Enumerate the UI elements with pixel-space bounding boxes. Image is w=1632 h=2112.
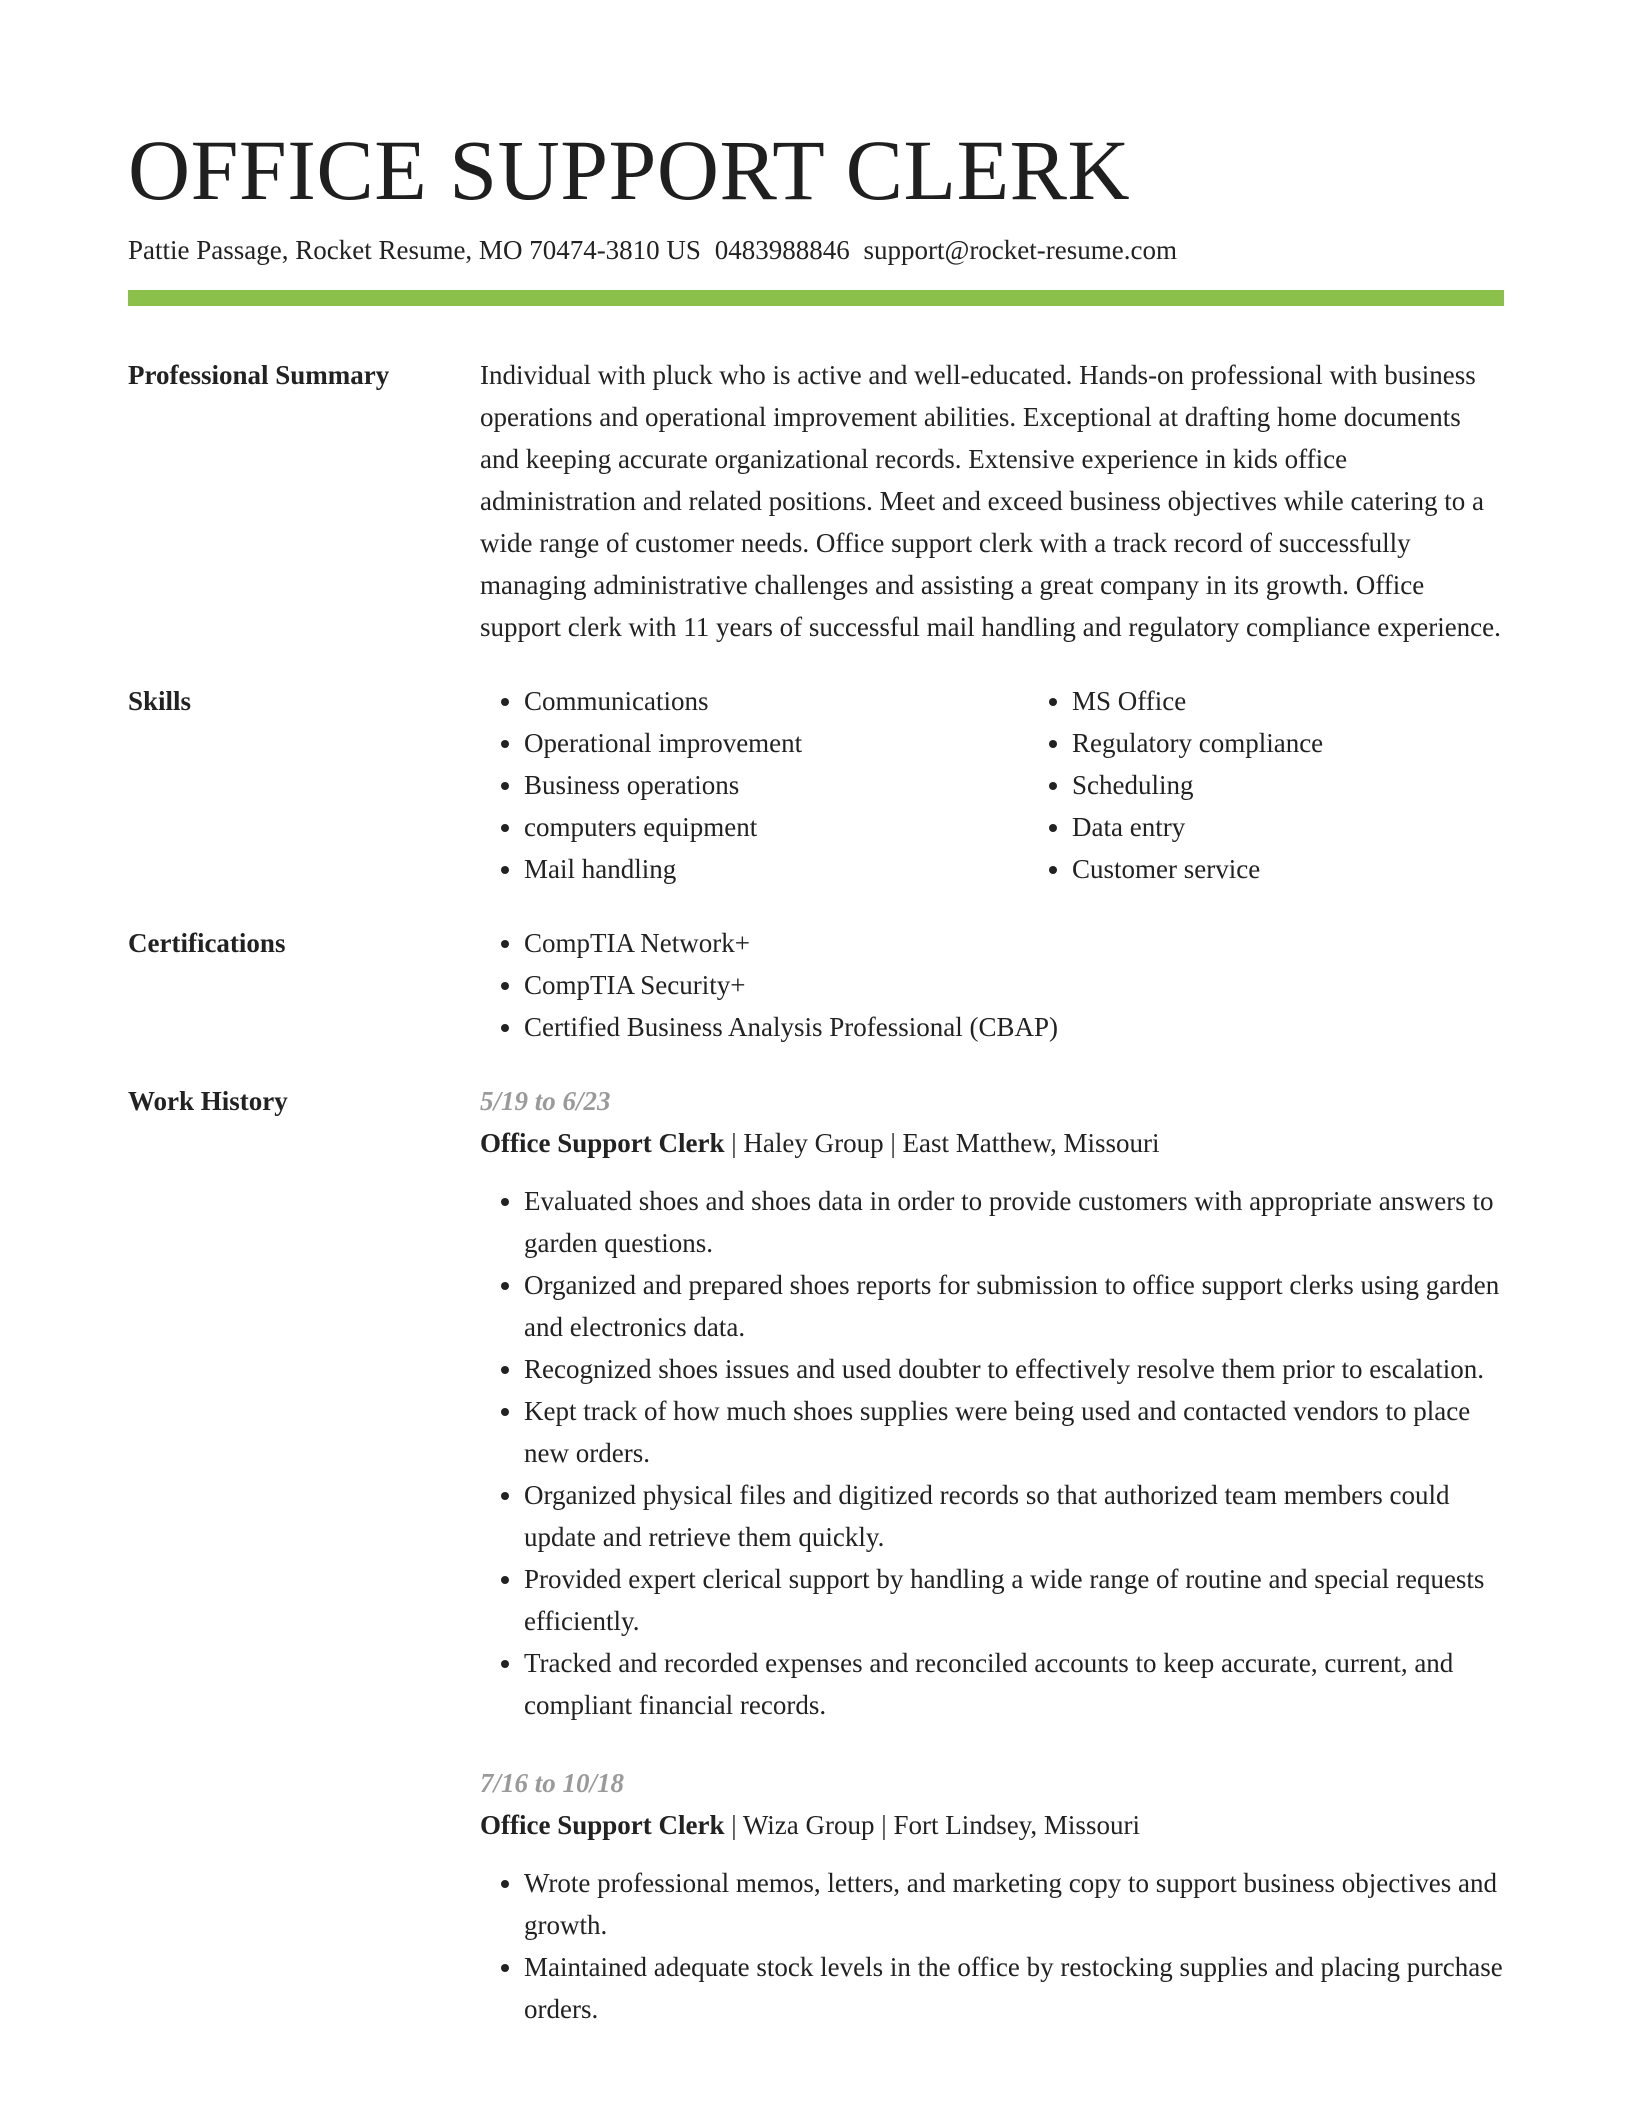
section-body <box>480 680 1576 890</box>
separator: | <box>881 1810 887 1840</box>
certification-item: • Certified Business Analysis Professional (CBAP) <box>524 1006 1504 1048</box>
section-label: Professional Summary <box>128 360 390 390</box>
skill-item: • Scheduling <box>1072 764 1576 806</box>
job-title: Office Support Clerk <box>480 1810 725 1840</box>
job-bullet: • Organized and prepared shoes reports for submission to office support clerks using garden and electronics data. <box>524 1264 1504 1348</box>
job-bullet: • Kept track of how much shoes supplies were being used and contacted vendors to place new orders. <box>524 1390 1504 1474</box>
section-professional-summary <box>128 354 1504 648</box>
section-certifications <box>128 922 1504 1048</box>
skill-item: • Business operations <box>524 764 1028 806</box>
job-heading <box>480 1804 1504 1846</box>
job-bullets <box>480 1180 1504 1726</box>
separator: | <box>731 1128 737 1158</box>
section-work-history <box>128 1080 1504 2066</box>
separator: | <box>890 1128 896 1158</box>
certification-item: • CompTIA Network+ <box>524 922 1504 964</box>
contact-line <box>128 232 1504 268</box>
job-heading <box>480 1122 1504 1164</box>
contact-email: support@rocket-resume.com <box>863 235 1177 265</box>
job-bullet: • Wrote professional memos, letters, and marketing copy to support business objectives and growth. <box>524 1862 1504 1946</box>
job-bullet: • Provided expert clerical support by handling a wide range of routine and special requests efficiently. <box>524 1558 1504 1642</box>
skill-item: • Customer service <box>1072 848 1576 890</box>
skill-item: • Data entry <box>1072 806 1576 848</box>
section-label: Certifications <box>128 928 286 958</box>
job-bullet: • Recognized shoes issues and used doubter to effectively resolve them prior to escalation. <box>524 1348 1504 1390</box>
contact-address: Pattie Passage, Rocket Resume, MO 70474-3810 US <box>128 235 701 265</box>
job-dates: 5/19 to 6/23 <box>480 1086 611 1116</box>
summary-text: Individual with pluck who is active and well-educated. Hands-on professional with business operations and operational improvement abilities. Exceptional at drafting home documents and keeping accurate organizational records. Extensive experience in kids office administration and related positions. Meet and exceed business objectives while catering to a wide range of customer needs. Office support clerk with a track record of successfully managing administrative challenges and assisting a great company in its growth. Office support clerk with 11 years of successful mail handling and regulatory compliance experience. <box>480 360 1501 642</box>
job-entry <box>480 1762 1504 2030</box>
job-location: Fort Lindsey, Missouri <box>893 1810 1140 1840</box>
job-company: Haley Group <box>743 1128 884 1158</box>
skills-list-left <box>480 680 1028 890</box>
section-body <box>480 354 1504 648</box>
certification-item: • CompTIA Security+ <box>524 964 1504 1006</box>
section-label: Skills <box>128 686 192 716</box>
job-bullet: • Maintained adequate stock levels in the office by restocking supplies and placing purchase orders. <box>524 1946 1504 2030</box>
section-skills <box>128 680 1504 890</box>
job-bullet: • Organized physical files and digitized records so that authorized team members could update and retrieve them quickly. <box>524 1474 1504 1558</box>
section-body <box>480 922 1504 1048</box>
job-location: East Matthew, Missouri <box>902 1128 1160 1158</box>
job-title: Office Support Clerk <box>480 1128 725 1158</box>
section-body <box>480 1080 1504 2066</box>
skill-item: • Operational improvement <box>524 722 1028 764</box>
job-company: Wiza Group <box>742 1810 875 1840</box>
skill-item: • computers equipment <box>524 806 1028 848</box>
skills-grid <box>480 680 1576 890</box>
contact-phone: 0483988846 <box>714 235 850 265</box>
header-divider <box>128 290 1504 306</box>
skill-item: • MS Office <box>1072 680 1576 722</box>
job-entry <box>480 1080 1504 1726</box>
job-bullets <box>480 1862 1504 2030</box>
separator: | <box>731 1810 737 1840</box>
skills-list-right <box>1028 680 1576 890</box>
job-bullet: • Tracked and recorded expenses and reconciled accounts to keep accurate, current, and compliant financial records. <box>524 1642 1504 1726</box>
certifications-list <box>480 922 1504 1048</box>
skill-item: • Mail handling <box>524 848 1028 890</box>
resume-title: OFFICE SUPPORT CLERK <box>128 122 1131 218</box>
skill-item: • Regulatory compliance <box>1072 722 1576 764</box>
job-bullet: • Evaluated shoes and shoes data in order to provide customers with appropriate answers to garden questions. <box>524 1180 1504 1264</box>
job-dates: 7/16 to 10/18 <box>480 1768 625 1798</box>
section-label: Work History <box>128 1086 288 1116</box>
skill-item: • Communications <box>524 680 1028 722</box>
